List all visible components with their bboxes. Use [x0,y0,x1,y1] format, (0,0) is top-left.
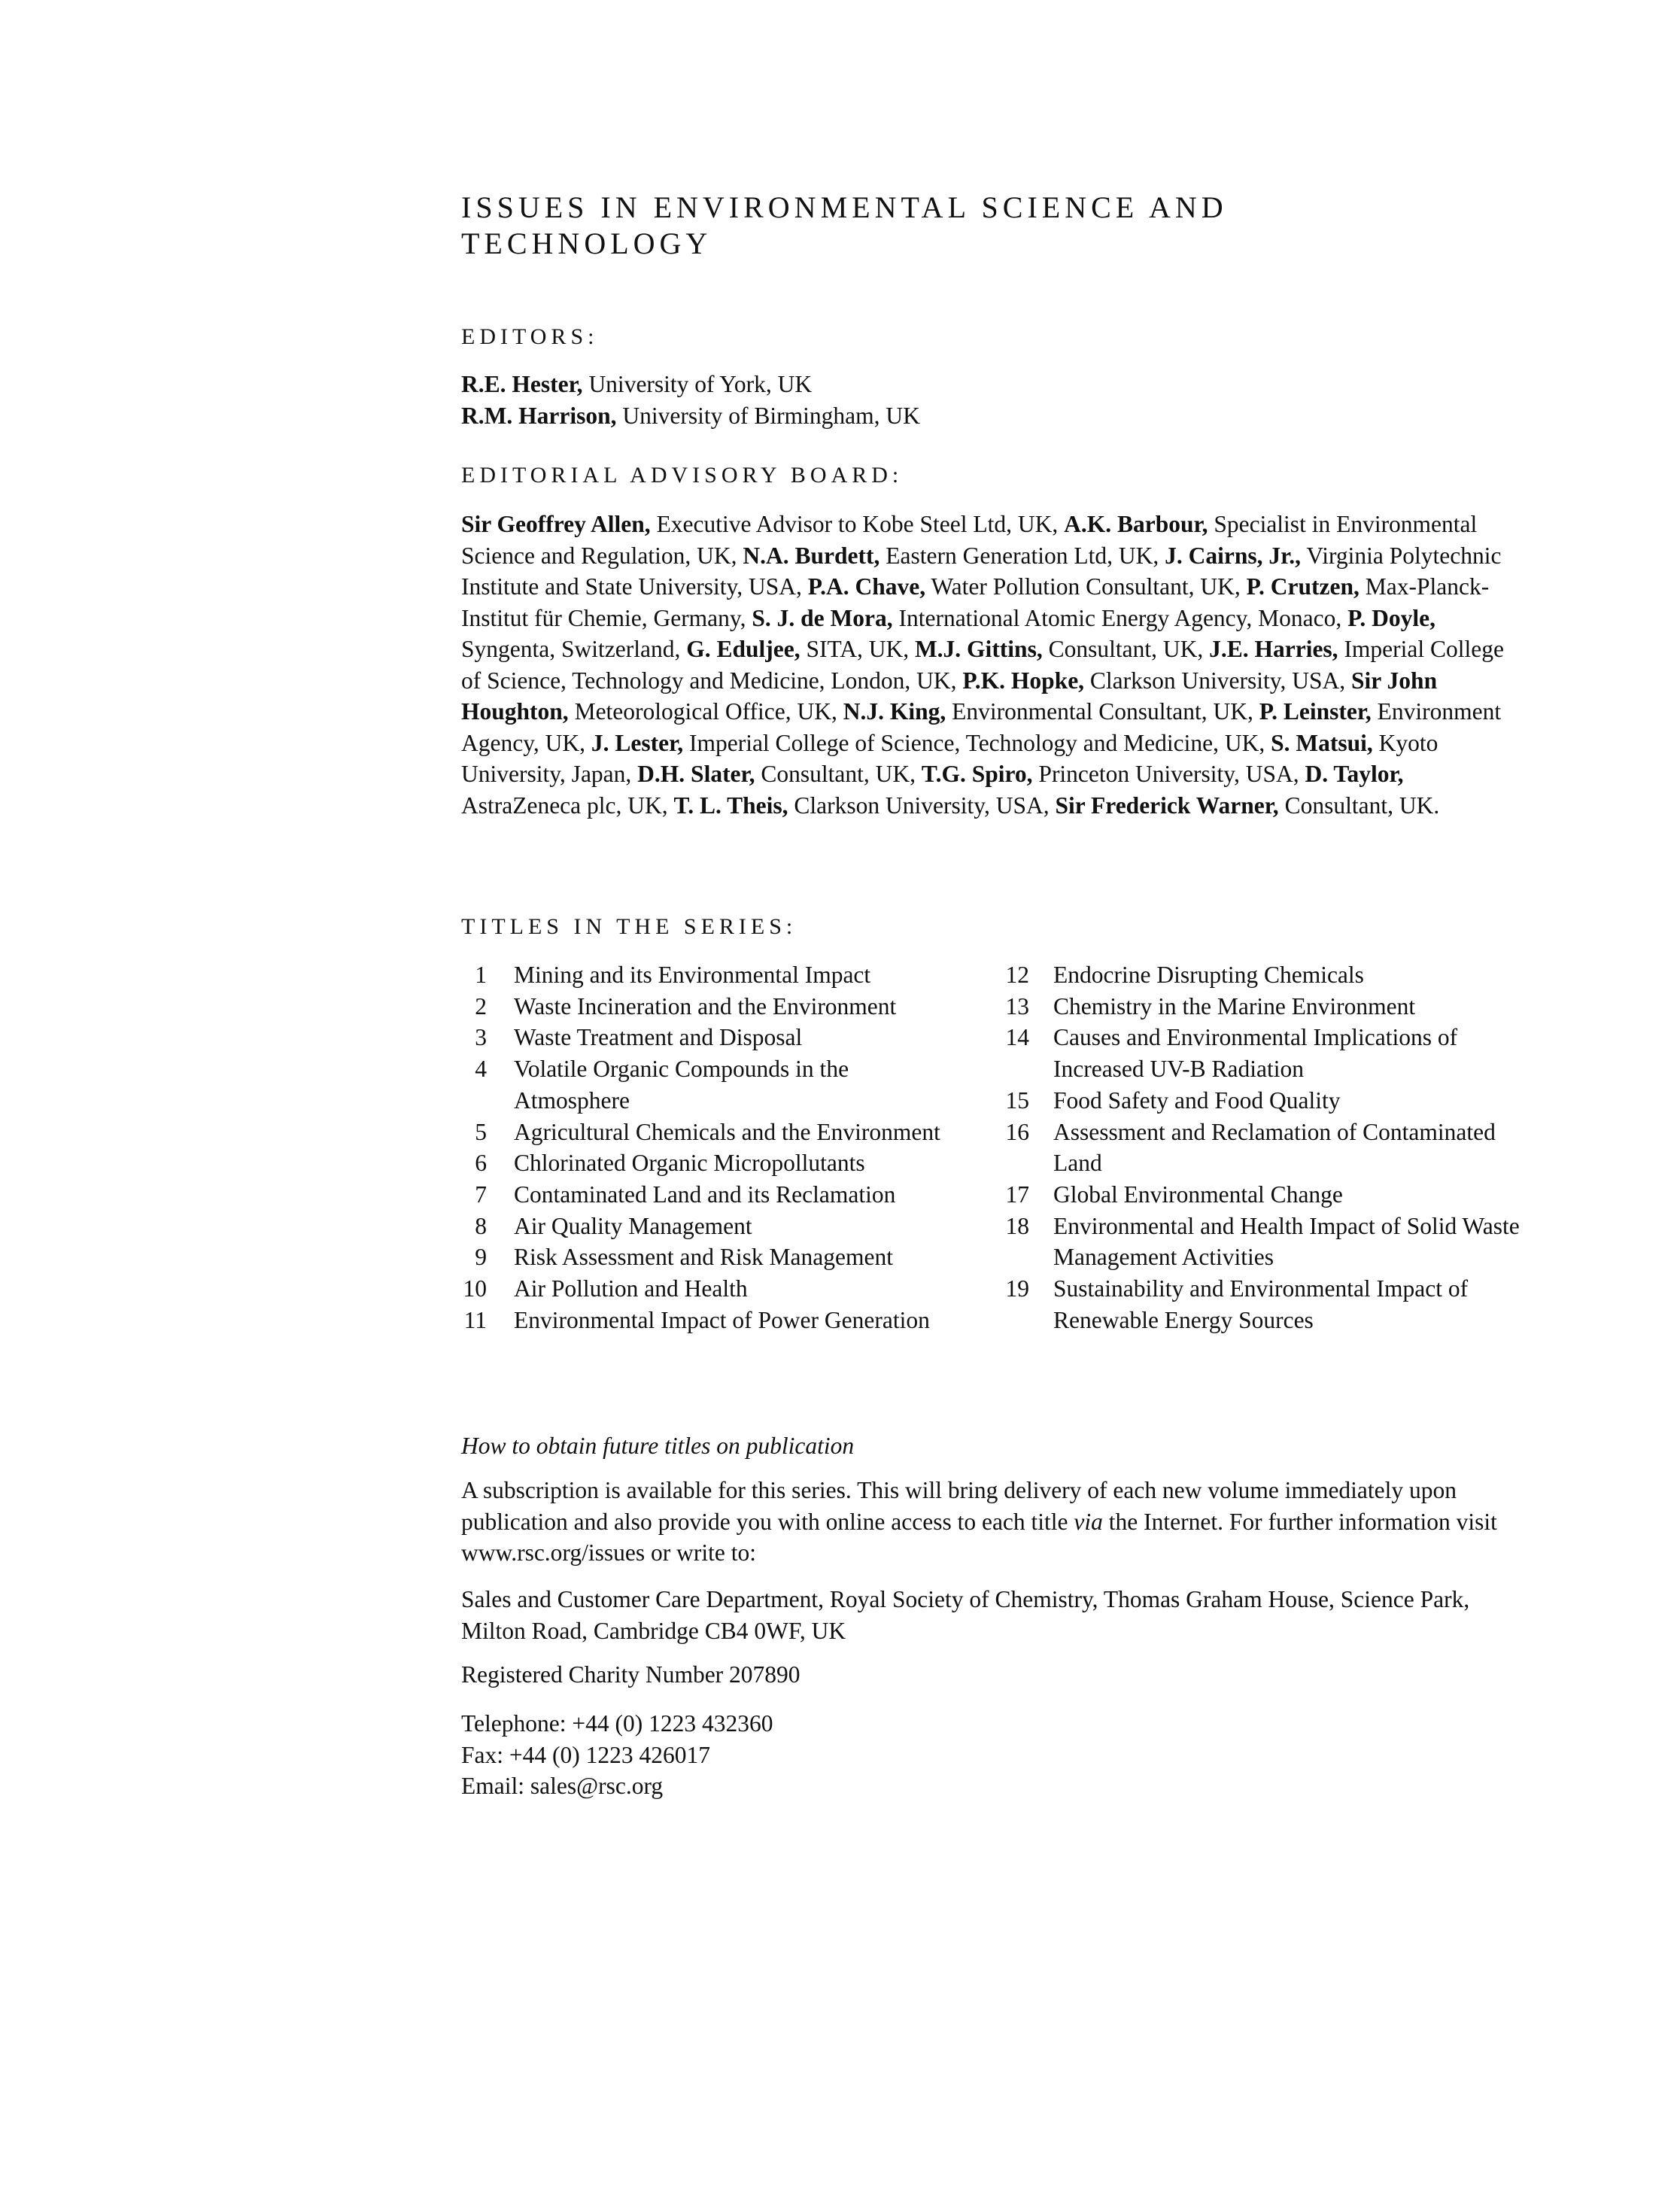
series-title-number: 8 [475,1212,487,1239]
advisory-member-name: P.A. Chave, [807,573,926,600]
advisory-member-affiliation: Consultant, UK, [761,761,916,787]
series-title-number: 4 [475,1056,487,1083]
series-title-item [1001,1117,1535,1179]
series-title-text: Air Pollution and Health [514,1275,748,1302]
titles-list-right [1001,959,1535,1336]
series-title-text: Air Quality Management [514,1212,752,1239]
fax: Fax: +44 (0) 1223 426017 [461,1741,710,1768]
series-title-text: Global Environmental Change [1053,1181,1343,1208]
advisory-member [743,542,1159,569]
titles-list-left [461,959,958,1336]
contact-details [461,1708,773,1802]
titles-heading: TITLES IN THE SERIES: [461,914,797,939]
series-title-number: 16 [1005,1118,1029,1145]
series-title-number: 13 [1005,992,1029,1020]
advisory-member-name: T. L. Theis, [673,792,788,819]
series-title-number: 12 [1005,962,1029,988]
advisory-member-affiliation: Meteorological Office, UK, [574,698,837,725]
advisory-member-affiliation: Consultant, UK, [1048,636,1204,662]
advisory-member-affiliation: AstraZeneca plc, UK, [461,792,668,819]
advisory-member-name: N.A. Burdett, [743,542,880,569]
advisory-member [591,730,1265,756]
advisory-member-name: Sir Frederick Warner, [1055,792,1279,819]
series-title-item [1001,959,1535,991]
series-title-number: 5 [475,1118,487,1145]
advisory-member-name: G. Eduljee, [686,636,801,662]
series-title-item [461,1211,958,1242]
series-title-item [461,991,958,1023]
series-title-item [461,1147,958,1179]
series-title-item [461,1022,958,1053]
advisory-member-affiliation: International Atomic Energy Agency, Monaco, [898,604,1342,631]
advisory-member-affiliation: Max-Planck-Institut für Chemie, Germany, [461,573,1490,631]
advisory-member [686,636,909,662]
editor-entry [461,369,920,400]
editors-heading: EDITORS: [461,324,599,349]
series-title-text: Risk Assessment and Risk Management [514,1244,893,1271]
series-title-text: Causes and Environmental Implications of Increased UV-B Radiation [1053,1024,1458,1083]
advisory-member [461,511,1058,537]
advisory-member-affiliation: Syngenta, Switzerland, [461,636,681,662]
advisory-member-name: J.E. Harries, [1209,636,1338,662]
subscription-text-after: the Internet. For further information visit www.rsc.org/issues or write to: [461,1508,1497,1566]
series-title-number: 11 [463,1306,487,1333]
advisory-member [637,761,916,787]
advisory-member [962,667,1345,694]
series-title-text: Chlorinated Organic Micropollutants [514,1150,865,1177]
series-title-number: 3 [475,1024,487,1051]
advisory-board-heading: EDITORIAL ADVISORY BOARD: [461,463,904,488]
advisory-member-affiliation: Water Pollution Consultant, UK, [931,573,1241,600]
series-title-item [1001,991,1535,1023]
series-title-item [1001,1179,1535,1211]
series-title-item [461,1053,958,1116]
series-title-text: Contaminated Land and its Reclamation [514,1181,896,1208]
series-title-text: Volatile Organic Compounds in the Atmosphere [514,1056,849,1114]
advisory-member [922,761,1299,787]
advisory-member-name: J. Lester, [591,729,684,756]
series-title-number: 7 [475,1181,487,1208]
advisory-member-name: J. Cairns, Jr., [1165,542,1302,569]
series-title-text: Environmental Impact of Power Generation [514,1306,930,1333]
series-title-text: Chemistry in the Marine Environment [1053,992,1416,1020]
email: Email: sales@rsc.org [461,1773,664,1799]
series-title-item [461,1273,958,1305]
series-title-text: Waste Treatment and Disposal [514,1024,803,1051]
series-title-number: 9 [475,1244,487,1271]
advisory-member [752,605,1341,631]
editor-name: R.M. Harrison, [461,403,617,429]
series-title-item [461,1179,958,1211]
advisory-member-affiliation: Virginia Polytechnic Institute and State University, USA, [461,542,1502,600]
series-title-item [461,1305,958,1336]
subscription-text [461,1475,1530,1569]
advisory-member-name: P. Leinster, [1259,698,1372,725]
series-title-line-2: TECHNOLOGY [461,226,712,260]
advisory-member-name: P. Doyle, [1347,604,1436,631]
advisory-member [915,636,1203,662]
subscription-heading: How to obtain future titles on publication [461,1433,855,1459]
series-title-text: Sustainability and Environmental Impact of Renewable Energy Sources [1053,1275,1469,1333]
series-title-item [1001,1022,1535,1084]
advisory-member-affiliation: Consultant, UK. [1284,792,1440,819]
advisory-member-affiliation: Imperial College of Science, Technology and Medicine, London, UK, [461,636,1504,694]
series-title-number: 14 [1005,1024,1029,1051]
series-title-item [1001,1085,1535,1117]
advisory-member-name: M.J. Gittins, [914,636,1043,662]
advisory-member-name: Sir Geoffrey Allen, [461,511,651,537]
advisory-member-affiliation: SITA, UK, [806,636,910,662]
advisory-board-members [461,509,1522,821]
series-title-number: 19 [1005,1275,1029,1302]
advisory-member-affiliation: Executive Advisor to Kobe Steel Ltd, UK, [656,511,1059,537]
advisory-member-name: P.K. Hopke, [962,667,1085,694]
series-title-text: Environmental and Health Impact of Solid Waste Management Activities [1053,1212,1520,1271]
advisory-member-affiliation: Clarkson University, USA, [1089,667,1346,694]
series-title-text: Mining and its Environmental Impact [514,962,871,988]
series-title-number: 2 [475,992,487,1020]
series-title-item [1001,1273,1535,1336]
editor-entry [461,400,920,432]
advisory-member [808,573,1241,600]
advisory-member-name: N.J. King, [843,698,946,725]
series-title-text: Food Safety and Food Quality [1053,1086,1341,1114]
advisory-member-affiliation: Imperial College of Science, Technology and Medicine, UK, [688,729,1265,756]
series-title-item [461,959,958,991]
advisory-member [1055,792,1439,819]
advisory-member-name: T.G. Spiro, [921,761,1033,787]
series-title-line-1: ISSUES IN ENVIRONMENTAL SCIENCE AND [461,190,1228,224]
advisory-member-affiliation: Environment Agency, UK, [461,698,1502,756]
advisory-member-affiliation: Clarkson University, USA, [794,792,1050,819]
advisory-member [843,698,1253,725]
series-title-text: Assessment and Reclamation of Contaminated Land [1053,1118,1496,1177]
series-title-item [461,1117,958,1148]
advisory-member-name: A.K. Barbour, [1064,511,1208,537]
advisory-member-name: S. Matsui, [1271,729,1373,756]
editor-affiliation: University of Birmingham, UK [622,403,920,429]
series-title-text: Agricultural Chemicals and the Environment [514,1118,940,1145]
series-title-number: 1 [475,962,487,988]
series-title [461,190,1590,262]
editor-affiliation: University of York, UK [588,371,813,397]
sales-address: Sales and Customer Care Department, Royal Society of Chemistry, Thomas Graham House, Science Park, Milton Road, Cambridge CB4 0WF, UK [461,1586,1470,1644]
series-title-number: 6 [475,1150,487,1177]
advisory-member-name: P. Crutzen, [1246,573,1359,600]
advisory-member-affiliation: Eastern Generation Ltd, UK, [886,542,1159,569]
advisory-member-name: D. Taylor, [1305,761,1404,787]
telephone: Telephone: +44 (0) 1223 432360 [461,1710,773,1737]
subscription-via: via [1074,1508,1103,1535]
charity-number: Registered Charity Number 207890 [461,1661,801,1688]
editors-list [461,369,920,432]
advisory-member-name: D.H. Slater, [637,761,755,787]
advisory-member-affiliation: Princeton University, USA, [1038,761,1299,787]
series-title-number: 18 [1005,1212,1029,1239]
subscription-text-before: A subscription is available for this series. This will bring delivery of each new volume immediately upon publication and also provide you with online access to each title [461,1477,1457,1535]
editor-name: R.E. Hester, [461,371,583,397]
advisory-member-affiliation: Environmental Consultant, UK, [952,698,1253,725]
series-title-text: Endocrine Disrupting Chemicals [1053,962,1364,988]
advisory-member-name: S. J. de Mora, [752,604,893,631]
advisory-member-affiliation: Specialist in Environmental Science and Regulation, UK, [461,511,1478,569]
series-title-text: Waste Incineration and the Environment [514,992,897,1020]
advisory-member-affiliation: Kyoto University, Japan, [461,729,1438,787]
series-title-number: 10 [463,1275,487,1302]
advisory-member [674,792,1050,819]
series-title-item [1001,1211,1535,1273]
series-title-number: 15 [1005,1086,1029,1114]
series-title-item [461,1241,958,1273]
series-title-number: 17 [1005,1181,1029,1208]
advisory-member-name: Sir John Houghton, [461,667,1438,725]
